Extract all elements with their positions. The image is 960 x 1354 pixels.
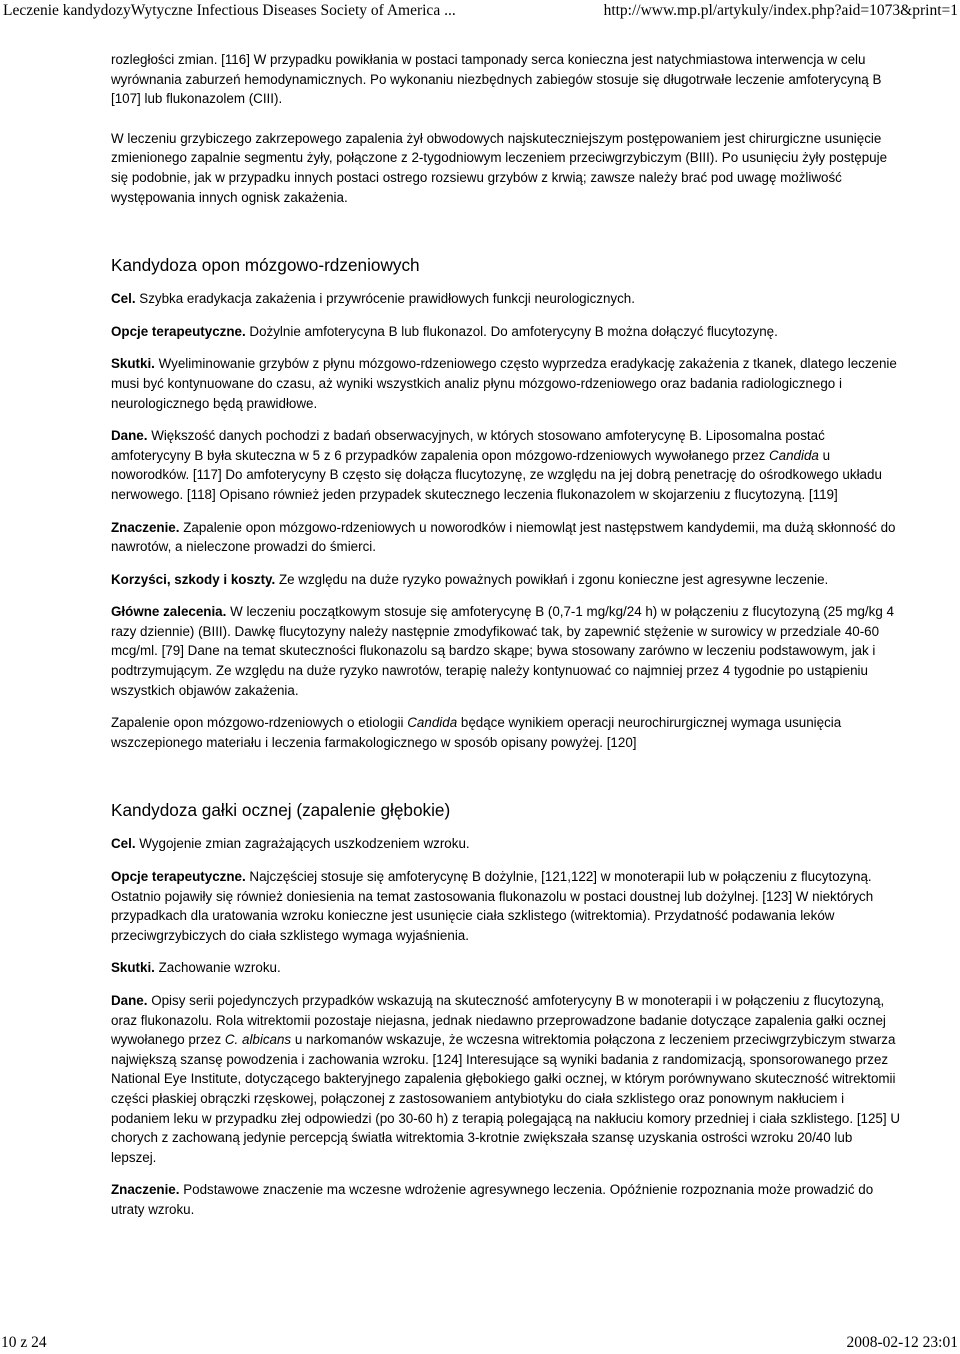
paragraph: W leczeniu grzybiczego zakrzepowego zapalenia żył obwodowych najskuteczniejszym postępowaniem jest chirurgiczne usunięcie zmienionego zapalnie segmentu żyły, połączone z 2-tygodniowym leczeniem przeciwgrzybiczym (BIII). Po usunięciu żyły postępuje się podobnie, jak w przypadku innych postaci ostrego rozsiewu grzybów z krwią; zawsze należy brać pod uwagę możliwość występowania innych ognisk zakażenia. (111, 130, 888, 205)
paragraph-opcje: Opcje terapeutyczne. Najczęściej stosuje się amfoterycynę B dożylnie, [121,122] w monoterapii lub w połączeniu z flucytozyną. Ostatnio pojawiły się również doniesienia na temat zastosowania flukonazolu w postaci doustnej lub dożylnej. [123] W niektórych przypadkach dla uratowania wzroku konieczne jest usunięcie ciała szklistego (witrektomia). Przydatność podawania leków przeciwgrzybiczych do ciała szklistego wymaga wyjaśnienia. (111, 869, 874, 943)
section-heading: Kandydoza gałki ocznej (zapalenie głębokie) (111, 800, 451, 821)
label-bold: Skutki. (111, 960, 155, 976)
page-title: Leczenie kandydozyWytyczne Infectious Diseases Society of America ... (3, 2, 456, 19)
label-bold: Dane. (111, 428, 148, 444)
label-bold: Skutki. (111, 356, 155, 372)
label-bold: Korzyści, szkody i koszty. (111, 571, 276, 587)
section-heading: Kandydoza opon mózgowo-rdzeniowych (111, 255, 420, 276)
page-number: 10 z 24 (1, 1334, 47, 1351)
label-bold: Opcje terapeutyczne. (111, 323, 246, 339)
label-bold: Znaczenie. (111, 1182, 180, 1198)
paragraph-znaczenie: Znaczenie. Zapalenie opon mózgowo-rdzeniowych u noworodków i niemowląt jest następstwem kandydemii, ma dużą skłonność do nawrotów, a nieleczone prowadzi do śmierci. (111, 519, 896, 555)
paragraph-korzysci: Korzyści, szkody i koszty. Ze względu na duże ryzyko poważnych powikłań i zgonu konieczne jest agresywne leczenie. (111, 571, 829, 587)
label-bold: Główne zalecenia. (111, 604, 227, 620)
label-bold: Dane. (111, 993, 148, 1008)
label-bold: Cel. (111, 836, 136, 852)
label-bold: Znaczenie. (111, 519, 180, 535)
label-bold: Opcje terapeutyczne. (111, 869, 246, 885)
paragraph-opcje: Opcje terapeutyczne. Dożylnie amfoterycyna B lub flukonazol. Do amfoterycyny B można dołączyć flucytozynę. (111, 323, 778, 339)
label-bold: Cel. (111, 291, 136, 307)
paragraph-glowne-zalecenia: Główne zalecenia. W leczeniu początkowym stosuje się amfoterycynę B (0,7-1 mg/kg/24 h) w połączeniu z flucytozyną (25 mg/kg 4 razy dziennie) (BIII). Dawkę flucytozyny należy następnie zmodyfikować tak, by zapewnić stężenie w surowicy w przedziale 40-60 mcg/ml. [79] Dane na temat skuteczności flukonazolu są bardzo skąpe; bywa stosowany zarówno w leczeniu podstawowym, jak i podtrzymującym. Ze względu na duże ryzyko nawrotów, terapię należy kontynuować co najmniej przez 4 tygodnie po ustąpieniu wszystkich objawów zakażenia. (111, 604, 894, 698)
paragraph-dane: Dane. Opisy serii pojedynczych przypadków wskazują na skuteczność amfoterycyny B w monoterapii i w połączeniu z flucytozyną, oraz flukonazolu. Rola witrektomii pozostaje niejasna, jednak niedawno przeprowadzone badanie dotyczące zapalenia gałki ocznej wywołanego przez C. albicans u narkomanów wskazuje, że wczesna witrektomia połączona z leczeniem przeciwgrzybiczym stwarza największą szansę powodzenia i zachowania wzroku. [124] Interesujące są wyniki badania z randomizacją, sponsorowanego przez National Eye Institute, dotyczącego bakteryjnego zapalenia głębokiego gałki ocznej, w którym porównywano skuteczność witrektomii części płaskiej obrączki rzęskowej, połączonej z zastosowaniem antybiotyku do ciała szklistego oraz ponownym nakłuciem i podaniem leku w przypadku złej odpowiedzi (po 30-60 h) z terapią polegającą na nakłuciu komory przedniej i ciała szklistego. [125] U chorych z zachowaną jedynie percepcją światła witrektomia 3-krotnie zwiększała szansę uzyskania ostrości wzroku 20/40 lub lepszej. (111, 993, 900, 1165)
paragraph-skutki: Skutki. Wyeliminowanie grzybów z płynu mózgowo-rdzeniowego często wyprzedza eradykację zakażenia z tkanek, dlatego leczenie musi być kontynuowane do czasu, aż wyniki wszystkich analiz płynu mózgowo-rdzeniowego oraz badania radiologicznego i neurologicznego będą prawidłowe. (111, 356, 897, 411)
page-url: http://www.mp.pl/artykuly/index.php?aid=1073&print=1 (603, 2, 958, 19)
paragraph: Zapalenie opon mózgowo-rdzeniowych o etiologii Candida będące wynikiem operacji neurochirurgicznej wymaga usunięcia wszczepionego materiału i leczenia farmakologicznego w sposób opisany powyżej. [120] (111, 715, 842, 750)
paragraph-dane: Dane. Większość danych pochodzi z badań obserwacyjnych, w których stosowano amfoterycynę B. Liposomalna postać amfoterycyny B była skuteczna w 5 z 6 przypadków zapalenia opon mózgowo-rdzeniowych wywołanego przez Candida u noworodków. [117] Do amfoterycyny B często się dołącza flucytozynę, ze względu na jej dobrą penetrację do ośrodkowego układu nerwowego. [118] Opisano również jeden przypadek skutecznego leczenia flukonazolem w skojarzeniu z flucytozyną. [119] (111, 428, 882, 502)
article-content (111, 50, 901, 1220)
paragraph-cel: Cel. Wygojenie zmian zagrażających uszkodzeniem wzroku. (111, 836, 470, 852)
paragraph-skutki: Skutki. Zachowanie wzroku. (111, 960, 281, 976)
paragraph: rozległości zmian. [116] W przypadku powikłania w postaci tamponady serca konieczna jest natychmiastowa interwencja w celu wyrównania zaburzeń hemodynamicznych. Po wykonaniu niezbędnych zabiegów stosuje się długotrwałe leczenie amfoterycyną B [107] lub flukonazolem (CIII). (111, 52, 882, 107)
print-datetime: 2008-02-12 23:01 (846, 1334, 958, 1351)
print-header (0, 0, 960, 22)
paragraph-cel: Cel. Szybka eradykacja zakażenia i przywrócenie prawidłowych funkcji neurologicznych. (111, 291, 635, 307)
print-footer (0, 1332, 960, 1354)
paragraph-znaczenie: Znaczenie. Podstawowe znaczenie ma wczesne wdrożenie agresywnego leczenia. Opóźnienie rozpoznania może prowadzić do utraty wzroku. (111, 1182, 874, 1217)
